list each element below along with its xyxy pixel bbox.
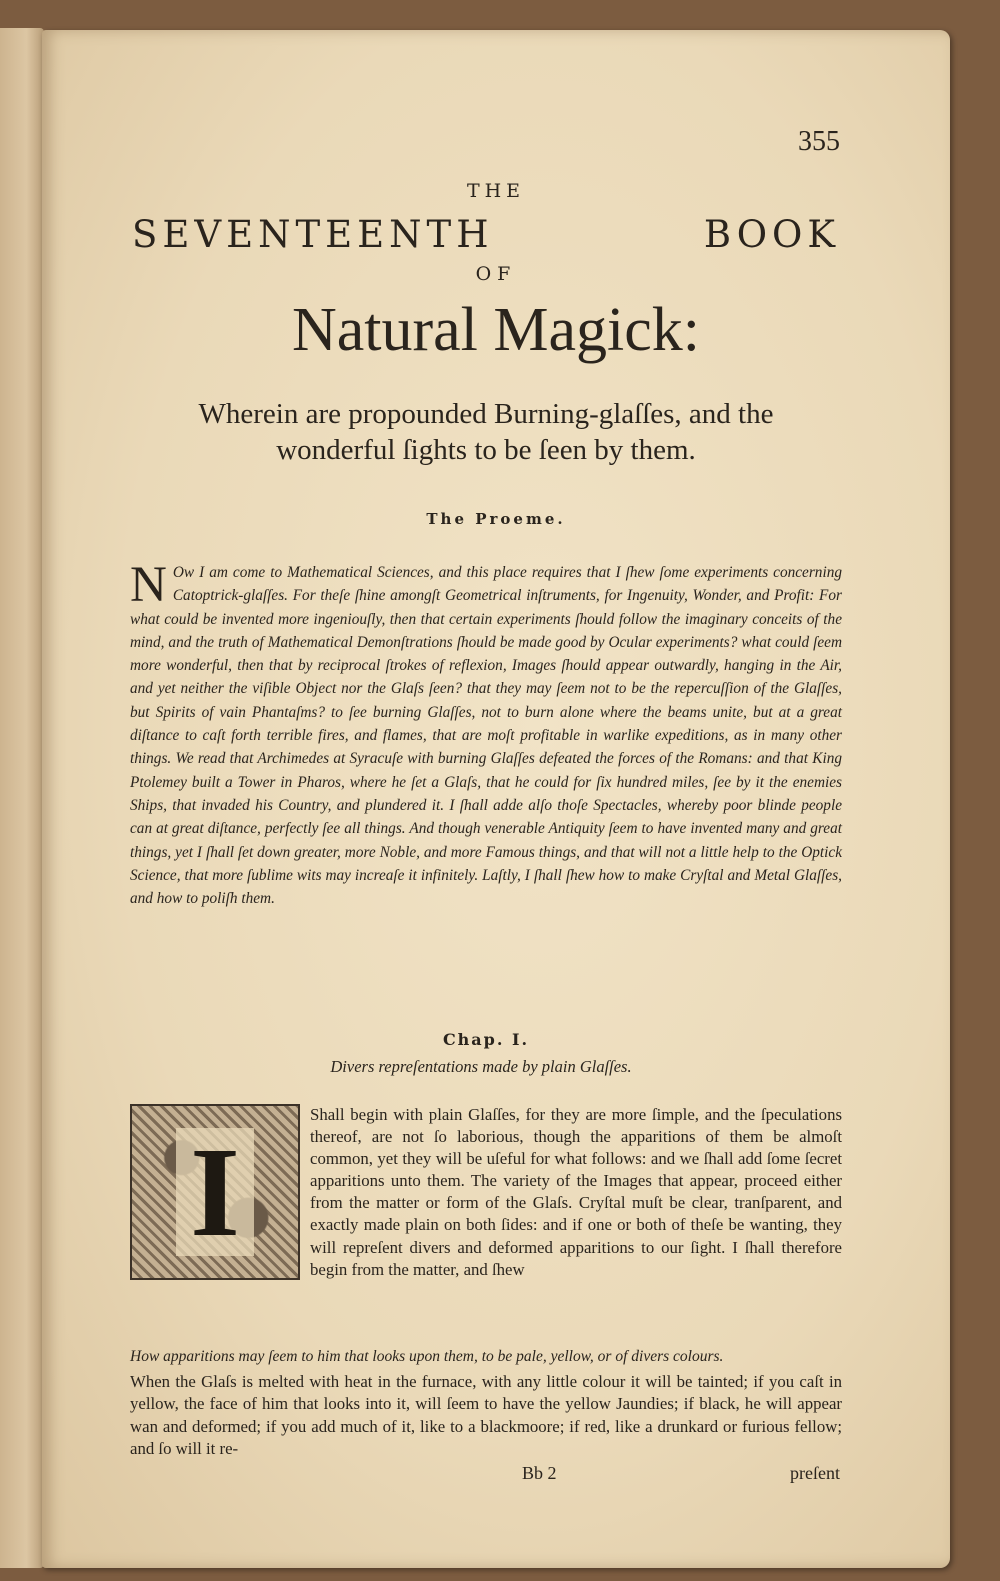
page-number: 355 — [798, 126, 840, 157]
title-of: OF — [475, 263, 517, 285]
chapter-title: Divers repreſentations made by plain Glaſſes. — [330, 1057, 632, 1076]
section-heading: How apparitions may ſeem to him that looks upon them, to be pale, yellow, or of divers colours. — [130, 1348, 724, 1365]
subtitle — [122, 396, 850, 468]
decorated-initial-letter: I — [176, 1128, 254, 1256]
proeme-drop-cap: N — [130, 557, 167, 613]
chapter-paragraph — [130, 1104, 842, 1284]
subtitle-line-1: Wherein are propounded Burning-glaſſes, and the — [198, 398, 774, 430]
title-book: BOOK — [703, 213, 840, 256]
facing-page-edge — [0, 28, 44, 1568]
decorated-initial — [130, 1104, 300, 1280]
chapter-text: Shall begin with plain Glaſſes, for they are more ſimple, and the ſpeculations thereof, are not ſo laborious, though the apparitions of them be almoſt common, yet they will be uſeful for what follows: and we ſhall add ſome ſecret apparitions unto them. The variety of the Images that appear, proceed either from the matter or form of the Glaſs. Cryſtal muſt be clear, tranſparent, and exactly made plain on both ſides: and if one or both of theſe be wanting, they will repreſent divers and deformed apparitions to our ſight. I ſhall therefore begin from the matter, and ſhew — [310, 1105, 842, 1279]
title-seventeenth: SEVENTEENTH — [132, 213, 494, 256]
proeme-heading: The Proeme. — [426, 510, 566, 528]
catchword: preſent — [790, 1463, 840, 1483]
subtitle-line-2: wonderful ſights to be ſeen by them. — [276, 434, 696, 466]
section-paragraph: When the Glaſs is melted with heat in the furnace, with any little colour it will be tainted; if you caſt in yellow, the face of him that looks into it, will ſeem to have the yellow Jaundies; if black, he will appear wan and deformed; if you add much of it, like to a blackmoore; if red, like a drunkard or furious fellow; and ſo will it re- — [130, 1372, 842, 1459]
chapter-heading: Chap. I. — [442, 1030, 530, 1049]
book-page — [42, 30, 950, 1568]
proeme-text: Ow I am come to Mathematical Sciences, and this place requires that I ſhew ſome experiments concerning Catoptrick-glaſſes. For theſe ſhine amongſt Geometrical inſtruments, for Ingenuity, Wonder, and Profit: For what could be invented more ingeniouſly, then that certain experiments ſhould follow the imaginary conceits of the mind, and the truth of Mathematical Demonſtrations ſhould be made good by Ocular experiments? what could ſeem more wonderful, then that by reciprocal ſtrokes of reflexion, Images ſhould appear outwardly, hanging in the Air, and yet neither the viſible Object nor the Glaſs ſeen? that they may ſeem not to be the repercuſſion of the Glaſſes, but Spirits of vain Phantaſms? to ſee burning Glaſſes, not to burn alone where the beams unite, but at a great diſtance to caſt forth terrible fires, and flames, that are moſt profitable in warlike expeditions, as in many other things. We read that Archimedes at Syracuſe with burning Glaſſes defeated the forces of the Romans: and that King Ptolemey built a Tower in Pharos, where he ſet a Glaſs, that he could for ſix hundred miles, ſee by it the enemies Ships, that invaded his Country, and plundered it. I ſhall adde alſo thoſe Spectacles, whereby poor blinde people can at great diſtance, perfectly ſee all things. And though venerable Antiquity ſeem to have invented many and great things, yet I ſhall ſet down greater, more Noble, and more Famous things, and that will not a little help to the Optick Science, that more ſublime wits may increaſe it infinitely. Laſtly, I ſhall ſhew how to make Cryſtal and Metal Glaſſes, and how to poliſh them. — [130, 564, 842, 908]
title-seventeenth-book — [132, 213, 840, 256]
title-the: THE — [466, 180, 526, 202]
proeme-paragraph — [130, 557, 842, 910]
title-natural-magick: Natural Magick: — [291, 296, 701, 364]
signature-mark: Bb 2 — [522, 1463, 557, 1483]
